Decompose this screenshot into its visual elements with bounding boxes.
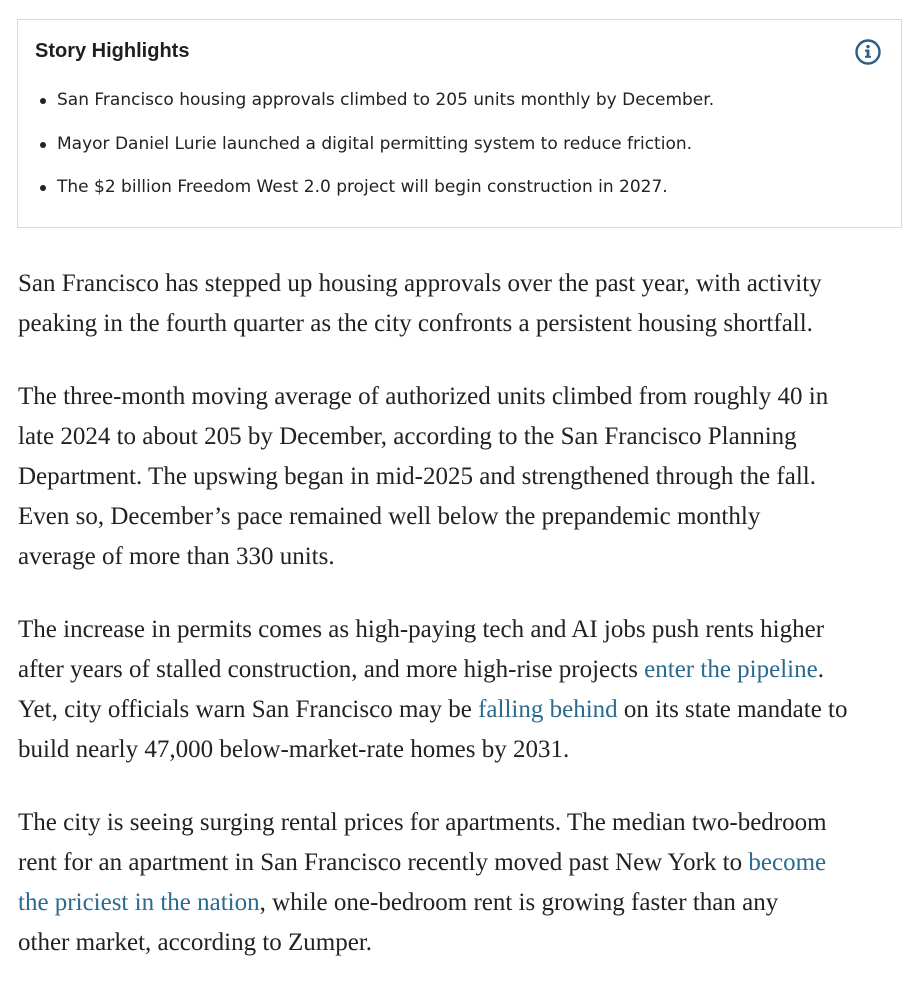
text-line: other market, according to Zumper. <box>18 929 373 956</box>
text-segment: rent for an apartment in San Francisco recently moved past New York to <box>18 849 749 876</box>
text-line: Department. The upswing began in mid-2025 and strengthened through the fall. <box>18 463 816 490</box>
link-enter-the-pipeline[interactable]: enter the pipeline <box>644 656 818 683</box>
highlight-text: Mayor Daniel Lurie launched a digital permitting system to reduce friction. <box>57 133 693 154</box>
article-paragraph-3 <box>18 610 904 770</box>
text-line: The three-month moving average of authorized units climbed from roughly 40 in <box>18 383 829 410</box>
text-line: late 2024 to about 205 by December, according to the San Francisco Planning <box>18 423 797 450</box>
article-paragraph-2 <box>18 377 904 577</box>
text-segment: , while one-bedroom rent is growing faster than any <box>259 889 779 916</box>
highlight-item <box>38 90 714 110</box>
story-highlights-title: Story Highlights <box>35 40 190 62</box>
text-line: Even so, December’s pace remained well below the prepandemic monthly <box>18 503 761 530</box>
highlights-list <box>38 90 714 221</box>
article-paragraph-4 <box>18 803 904 963</box>
text-line: The increase in permits comes as high-paying tech and AI jobs push rents higher <box>18 616 825 643</box>
bullet-icon <box>40 98 46 104</box>
highlight-item <box>38 134 714 154</box>
text-line: build nearly 47,000 below-market-rate homes by 2031. <box>18 736 570 763</box>
bullet-icon <box>40 185 46 191</box>
info-icon[interactable] <box>854 38 882 66</box>
highlight-item <box>38 177 714 197</box>
link-become-priciest[interactable]: become <box>748 849 827 876</box>
link-become-priciest-continued[interactable]: the priciest in the nation <box>18 889 260 916</box>
text-segment: Yet, city officials warn San Francisco may be <box>18 696 479 723</box>
text-segment: on its state mandate to <box>617 696 848 723</box>
text-line: The city is seeing surging rental prices for apartments. The median two-bedroom <box>18 809 827 836</box>
text-line: San Francisco has stepped up housing approvals over the past year, with activity <box>18 270 822 297</box>
text-line: peaking in the fourth quarter as the city confronts a persistent housing shortfall. <box>18 310 813 337</box>
link-falling-behind[interactable]: falling behind <box>478 696 618 723</box>
story-highlights-box <box>17 19 902 228</box>
text-segment: . <box>817 656 824 683</box>
article-body <box>18 264 904 996</box>
highlight-text: San Francisco housing approvals climbed to 205 units monthly by December. <box>57 90 715 110</box>
bullet-icon <box>40 142 46 148</box>
text-segment: after years of stalled construction, and more high-rise projects <box>18 656 645 683</box>
text-line: average of more than 330 units. <box>18 543 335 570</box>
highlight-text: The $2 billion Freedom West 2.0 project will begin construction in 2027. <box>57 177 668 197</box>
article-paragraph-1 <box>18 264 904 344</box>
